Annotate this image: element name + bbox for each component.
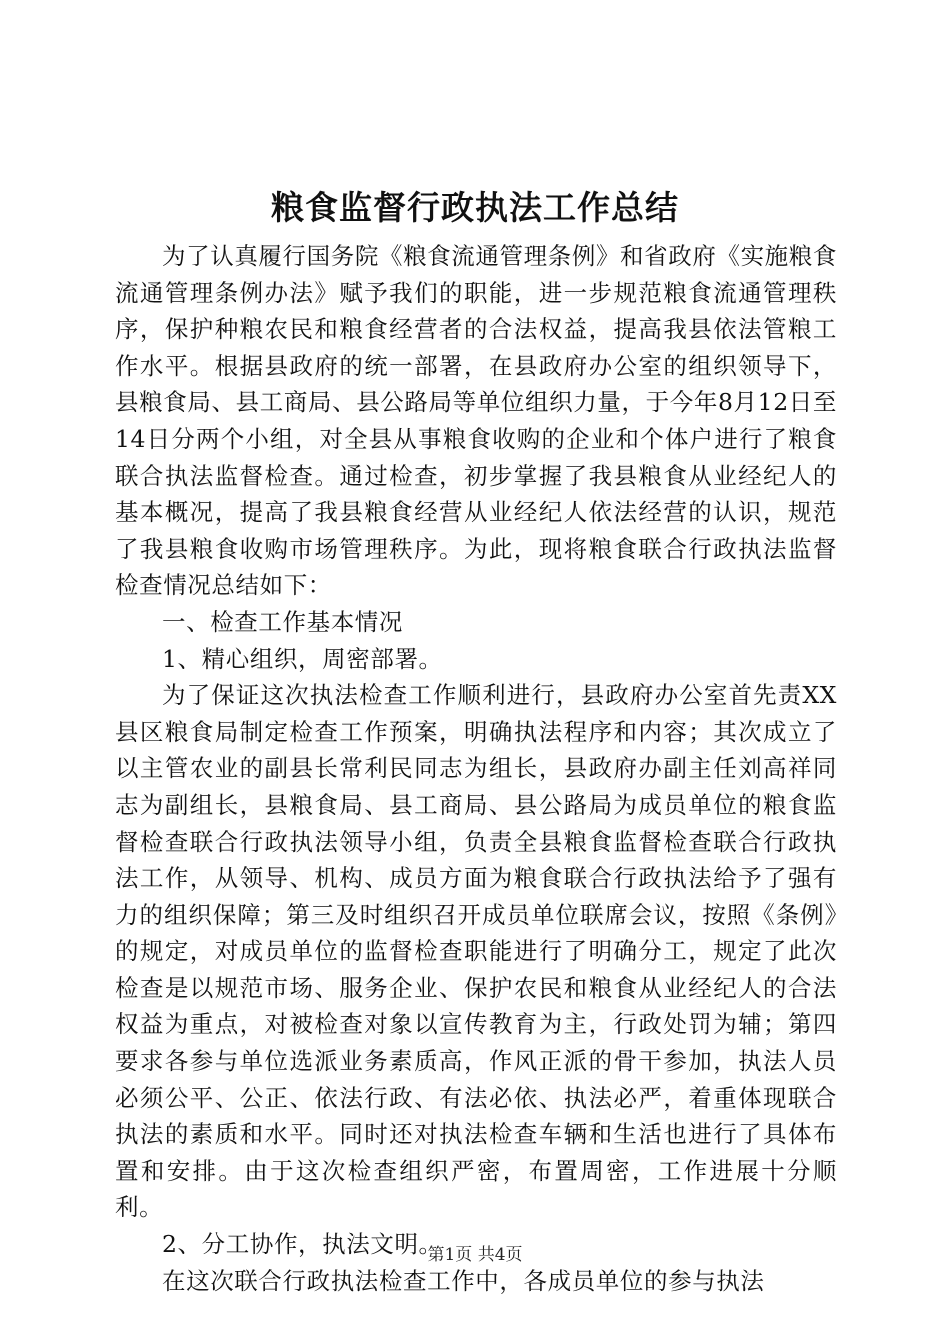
paragraph-cooperation: 在这次联合行政执法检查工作中，各成员单位的参与执法: [162, 1266, 765, 1295]
document-title: 粮食监督行政执法工作总结: [271, 188, 679, 227]
paragraph-intro: 为了认真履行国务院《粮食流通管理条例》和省政府《实施粮食流通管理条例办法》赋予我们的职能，进一步规范粮食流通管理秩序，保护种粮农民和粮食经营者的合法权益，提高我县依法管粮工作水平。根据县政府的统一部署，在县政府办公室的组织领导下，县粮食局、县工商局、县公路局等单位组织力量，于今年8月12日至14日分两个小组，对全县从事粮食收购的企业和个体户进行了粮食联合执法监督检查。通过检查，初步掌握了我县粮食从业经纪人的基本概况，提高了我县粮食经营从业经纪人依法经营的认识，规范了我县粮食收购市场管理秩序。为此，现将粮食联合行政执法监督检查情况总结如下：: [115, 242, 837, 600]
subsection-heading: 2、分工协作，执法文明。: [162, 1230, 443, 1259]
subsection-heading: 1、精心组织，周密部署。: [162, 644, 443, 673]
paragraph-organization: 为了保证这次执法检查工作顺利进行，县政府办公室首先责XX县区粮食局制定检查工作预案，明确执法程序和内容；其次成立了以主管农业的副县长常利民同志为组长，县政府办副主任刘高祥同志为副组长，县粮食局、县工商局、县公路局为成员单位的粮食监督检查联合行政执法领导小组，负责全县粮食监督检查联合行政执法工作，从领导、机构、成员方面为粮食联合行政执法给予了强有力的组织保障；第三及时组织召开成员单位联席会议，按照《条例》的规定，对成员单位的监督检查职能进行了明确分工，规定了此次检查是以规范市场、服务企业、保护农民和粮食从业经纪人的合法权益为重点，对被检查对象以宣传教育为主，行政处罚为辅；第四要求各参与单位选派业务素质高，作风正派的骨干参加，执法人员必须公平、公正、依法行政、有法必依、执法必严，着重体现联合执法的素质和水平。同时还对执法检查车辆和生活也进行了具体布置和安排。由于这次检查组织严密，布置周密，工作进展十分顺利。: [115, 681, 837, 1222]
document-body: [115, 238, 837, 1299]
page-footer: 第1页 共4页: [427, 1245, 523, 1265]
section-heading: 一、检查工作基本情况: [162, 607, 403, 636]
